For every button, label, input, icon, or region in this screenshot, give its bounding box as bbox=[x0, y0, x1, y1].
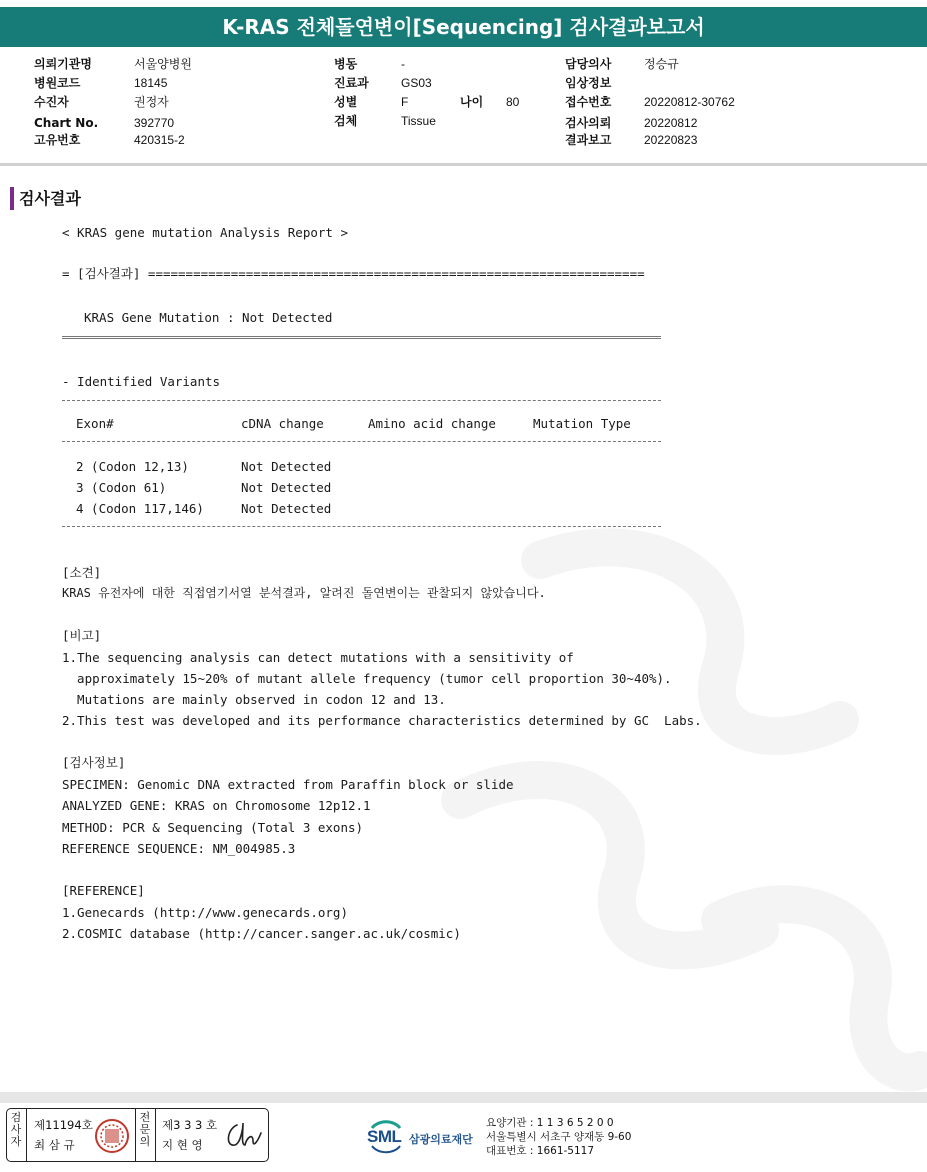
header-value-receipt-no: 20220812-30762 bbox=[644, 95, 735, 109]
header-label-patient: 수진자 bbox=[34, 95, 69, 109]
header-label-receipt-no: 접수번호 bbox=[565, 95, 612, 109]
header-label-specimen: 검체 bbox=[334, 114, 358, 128]
remarks-line: Mutations are mainly observed in codon 12 and 13. bbox=[62, 692, 446, 707]
header-value-specimen: Tissue bbox=[401, 114, 436, 128]
table-top-rule bbox=[62, 400, 661, 401]
test-info-line: SPECIMEN: Genomic DNA extracted from Paraffin block or slide bbox=[62, 777, 514, 792]
examiner-name: 최 삼 규 bbox=[34, 1138, 75, 1152]
table-header-rule bbox=[62, 441, 661, 442]
signature-divider bbox=[135, 1109, 136, 1161]
table-row-cdna: Not Detected bbox=[241, 480, 332, 495]
header-value-age: 80 bbox=[506, 95, 520, 109]
remarks-heading: [비고] bbox=[62, 628, 102, 643]
test-info-heading: [검사정보] bbox=[62, 755, 126, 770]
signature-box bbox=[6, 1108, 269, 1162]
header-value-sex: F bbox=[401, 95, 409, 109]
table-row-exon: 3 (Codon 61) bbox=[76, 480, 167, 495]
lab-code: 요양기관 : 1 1 3 6 5 2 0 0 bbox=[486, 1117, 614, 1129]
header-label-hospital-code: 병원코드 bbox=[34, 76, 81, 90]
remarks-line: 2.This test was developed and its performance characteristics determined by GC Labs. bbox=[62, 713, 702, 728]
lab-phone: 대표번호 : 1661-5117 bbox=[486, 1145, 595, 1157]
header-label-doctor: 담당의사 bbox=[565, 57, 612, 71]
header-label-clinical-info: 임상정보 bbox=[565, 76, 612, 90]
header-value-hospital-code: 18145 bbox=[134, 76, 168, 90]
section-title: 검사결과 bbox=[19, 189, 81, 208]
section-marker bbox=[10, 187, 14, 210]
header-label-requester: 의뢰기관명 bbox=[34, 57, 92, 71]
lab-address: 서울특별시 서초구 양재동 9-60 bbox=[486, 1131, 632, 1143]
signature-divider bbox=[155, 1109, 156, 1161]
table-header-mutation-type: Mutation Type bbox=[533, 416, 631, 431]
table-header-amino: Amino acid change bbox=[368, 416, 496, 431]
header-value-unique-no: 420315-2 bbox=[134, 133, 185, 147]
opinion-text: KRAS 유전자에 대한 직접염기서열 분석결과, 알려진 돌연변이는 관찰되지 않았습니다. bbox=[62, 586, 546, 600]
table-bottom-rule bbox=[62, 526, 661, 527]
header-value-doctor: 정승규 bbox=[644, 57, 679, 71]
header-value-report-date: 20220823 bbox=[644, 133, 698, 147]
test-info-line: METHOD: PCR & Sequencing (Total 3 exons) bbox=[62, 820, 364, 835]
opinion-heading: [소견] bbox=[62, 565, 102, 580]
header-label-report-date: 결과보고 bbox=[565, 133, 612, 147]
reviewer-label: 전문의 bbox=[139, 1111, 151, 1148]
table-row-cdna: Not Detected bbox=[241, 459, 332, 474]
table-row-cdna: Not Detected bbox=[241, 501, 332, 516]
header-value-department: GS03 bbox=[401, 76, 432, 90]
reviewer-signature-icon bbox=[223, 1119, 263, 1153]
header-value-chart-no: 392770 bbox=[134, 116, 175, 130]
reference-line: 1.Genecards (http://www.genecards.org) bbox=[62, 905, 348, 920]
header-value-request-date: 20220812 bbox=[644, 116, 698, 130]
header-divider bbox=[0, 163, 927, 166]
table-header-exon: Exon# bbox=[76, 416, 114, 431]
header-label-age: 나이 bbox=[460, 95, 484, 109]
test-info-line: REFERENCE SEQUENCE: NM_004985.3 bbox=[62, 841, 296, 856]
lab-name: 삼광의료재단 bbox=[409, 1133, 473, 1146]
report-title: K-RAS 전체돌연변이[Sequencing] 검사결과보고서 bbox=[0, 7, 927, 47]
footer-divider bbox=[0, 1092, 927, 1103]
report-heading: < KRAS gene mutation Analysis Report > bbox=[62, 225, 348, 240]
header-label-sex: 성별 bbox=[334, 95, 358, 109]
header-label-department: 진료과 bbox=[334, 76, 369, 90]
header-label-request-date: 검사의뢰 bbox=[565, 116, 612, 130]
table-header-cdna: cDNA change bbox=[241, 416, 324, 431]
examiner-license: 제11194호 bbox=[34, 1118, 93, 1132]
variants-heading: - Identified Variants bbox=[62, 374, 221, 389]
lab-logo-text: SML bbox=[367, 1127, 402, 1146]
header-value-ward: - bbox=[401, 57, 405, 71]
header-label-ward: 병동 bbox=[334, 57, 358, 71]
examiner-seal-icon bbox=[94, 1118, 130, 1154]
remarks-line: 1.The sequencing analysis can detect mutations with a sensitivity of bbox=[62, 650, 574, 665]
mutation-summary: KRAS Gene Mutation : Not Detected bbox=[84, 310, 333, 325]
header-label-chart-no: Chart No. bbox=[34, 116, 99, 130]
table-row-exon: 4 (Codon 117,146) bbox=[76, 501, 204, 516]
reference-heading: [REFERENCE] bbox=[62, 883, 145, 898]
summary-rule bbox=[62, 336, 661, 339]
result-heading: = [검사결과] ================================================================== bbox=[62, 266, 645, 281]
reference-line: 2.COSMIC database (http://cancer.sanger.ac.uk/cosmic) bbox=[62, 926, 461, 941]
table-row-exon: 2 (Codon 12,13) bbox=[76, 459, 189, 474]
signature-divider bbox=[26, 1109, 27, 1161]
examiner-label: 검사자 bbox=[10, 1111, 22, 1148]
reviewer-name: 지 현 영 bbox=[162, 1138, 203, 1152]
header-label-unique-no: 고유번호 bbox=[34, 133, 81, 147]
header-value-requester: 서울양병원 bbox=[134, 57, 192, 71]
test-info-line: ANALYZED GENE: KRAS on Chromosome 12p12.1 bbox=[62, 798, 371, 813]
reviewer-license: 제3 3 3 호 bbox=[162, 1118, 218, 1132]
header-value-patient: 권정자 bbox=[134, 95, 169, 109]
remarks-line: approximately 15~20% of mutant allele frequency (tumor cell proportion 30~40%). bbox=[62, 671, 672, 686]
